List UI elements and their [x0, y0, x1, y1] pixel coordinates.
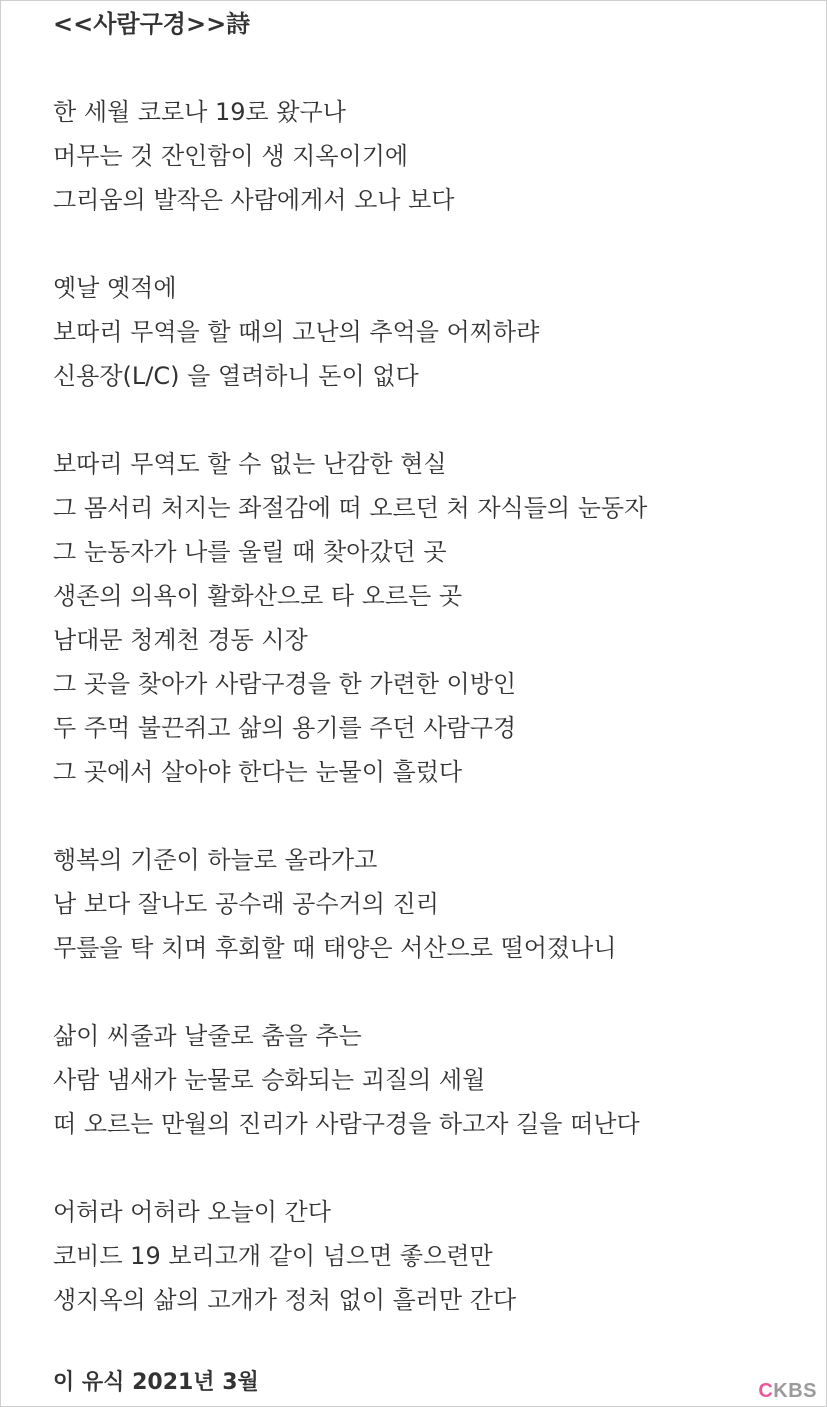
poem-line: 그리움의 발작은 사람에게서 오나 보다: [53, 186, 455, 214]
poem-line: 코비드 19 보리고개 같이 넘으면 좋으련만: [53, 1242, 493, 1270]
stanza-gap: [53, 1146, 793, 1190]
stanza-gap: [53, 222, 793, 266]
author-signature: 이 유식 2021년 3월: [53, 1370, 259, 1395]
poem-line: 떠 오르는 만월의 진리가 사람구경을 하고자 길을 떠난다: [53, 1110, 640, 1138]
stanza-2: [53, 266, 793, 398]
stanza-gap: [53, 794, 793, 838]
poem-line: 생지옥의 삶의 고개가 정처 없이 흘러만 간다: [53, 1286, 517, 1314]
poem-line: 두 주먹 불끈쥐고 삶의 용기를 주던 사람구경: [53, 714, 517, 742]
poem-line: 남대문 청계천 경동 시장: [53, 626, 308, 654]
stanza-1: [53, 90, 793, 222]
stanza-4: [53, 838, 793, 970]
poem-line: 옛날 옛적에: [53, 274, 177, 302]
stanza-gap: [53, 970, 793, 1014]
poem-line: 무릎을 탁 치며 후회할 때 태양은 서산으로 떨어졌나니: [53, 934, 617, 962]
watermark-kbs: KBS: [773, 1380, 817, 1402]
stanza-3: [53, 442, 793, 794]
ckbs-watermark: [758, 1380, 817, 1403]
poem-line: 한 세월 코로나 19로 왔구나: [53, 98, 346, 126]
stanza-5: [53, 1014, 793, 1146]
poem-line: 행복의 기준이 하늘로 올라가고: [53, 846, 378, 874]
poem-line: 사람 냄새가 눈물로 승화되는 괴질의 세월: [53, 1066, 486, 1094]
stanza-6: [53, 1190, 793, 1322]
poem-line: 보따리 무역을 할 때의 고난의 추억을 어찌하랴: [53, 318, 540, 346]
poem-line: 그 곳에서 살아야 한다는 눈물이 흘렀다: [53, 758, 463, 786]
poem-line: 신용장(L/C) 을 열려하니 돈이 없다: [53, 362, 419, 390]
stanza-gap: [53, 398, 793, 442]
poem-line: 생존의 의욕이 활화산으로 타 오르든 곳: [53, 582, 463, 610]
poem-line: 삶이 씨줄과 날줄로 춤을 추는: [53, 1022, 362, 1050]
poem-line: 보따리 무역도 할 수 없는 난감한 현실: [53, 450, 447, 478]
poem-line: 남 보다 잘나도 공수래 공수거의 진리: [53, 890, 439, 918]
watermark-c: C: [758, 1380, 774, 1402]
poem-line: 어허라 어허라 오늘이 간다: [53, 1198, 331, 1226]
poem-line: 그 눈동자가 나를 울릴 때 찾아갔던 곳: [53, 538, 447, 566]
stanza-gap: [53, 44, 793, 90]
poem-line: 그 곳을 찾아가 사람구경을 한 가련한 이방인: [53, 670, 517, 698]
poem-title: <<사람구경>>詩: [53, 10, 251, 38]
poem-line: 머무는 것 잔인함이 생 지옥이기에: [53, 142, 409, 170]
poem-line: 그 몸서리 처지는 좌절감에 떠 오르던 처 자식들의 눈동자: [53, 494, 648, 522]
poem-body: [53, 4, 793, 1322]
